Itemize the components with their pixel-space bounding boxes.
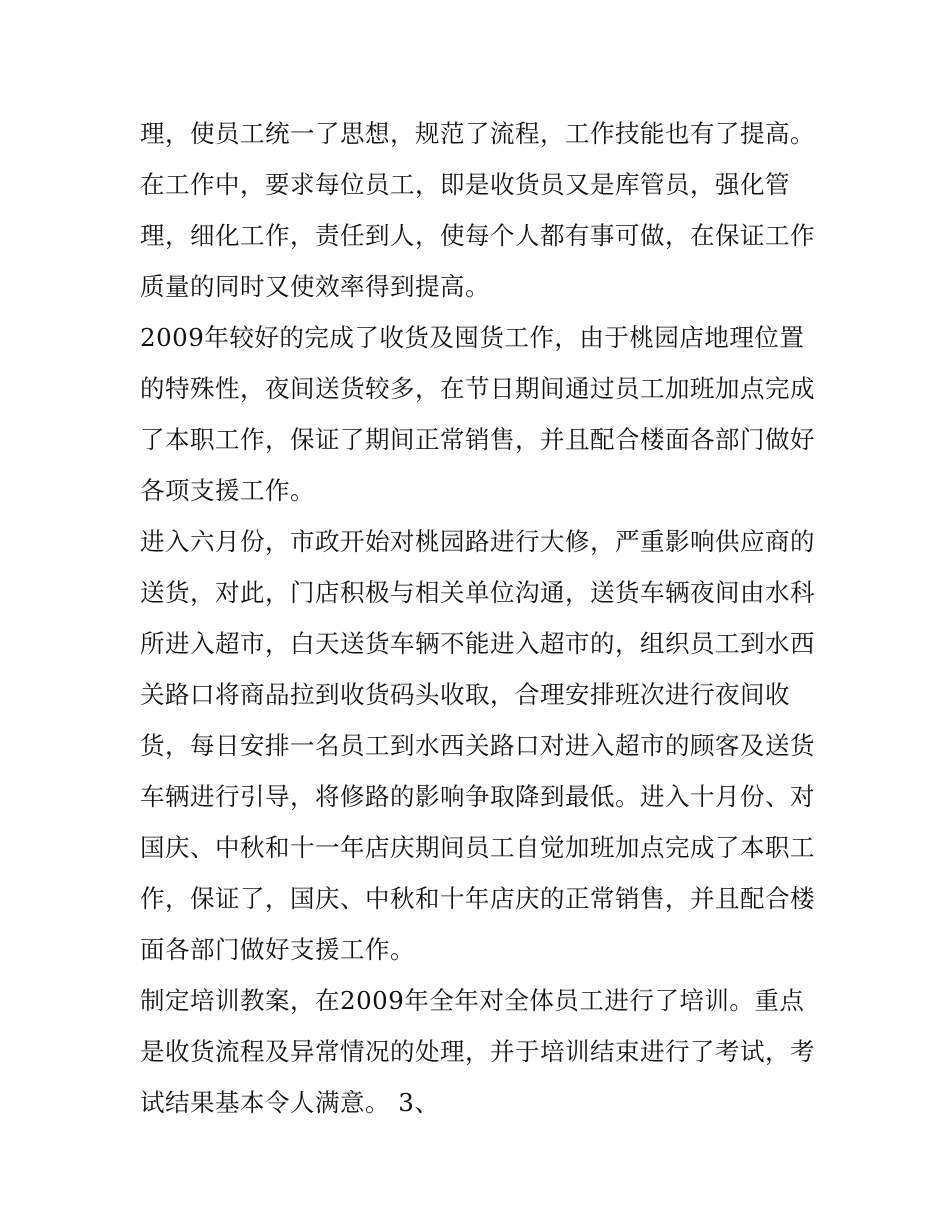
body-text xyxy=(140,108,815,1128)
text-line: 关路口将商品拉到收货码头收取，合理安排班次进行夜间收 xyxy=(140,680,790,709)
text-line: 各项支援工作。 xyxy=(140,476,315,505)
text-line: 所进入超市，白天送货车辆不能进入超市的，组织员工到水西 xyxy=(140,629,815,658)
text-line: 制定培训教案，在2009年全年对全体员工进行了培训。重点 xyxy=(140,986,805,1015)
text-line: 是收货流程及异常情况的处理，并于培训结束进行了考试，考 xyxy=(140,1037,815,1066)
text-line: 理，使员工统一了思想，规范了流程，工作技能也有了提高。 xyxy=(140,119,815,148)
text-line: 试结果基本令人满意。 3、 xyxy=(140,1088,440,1117)
text-line: 2009年较好的完成了收货及囤货工作，由于桃园店地理位置 xyxy=(140,323,805,352)
text-line: 进入六月份，市政开始对桃园路进行大修，严重影响供应商的 xyxy=(140,527,815,556)
text-line: 货，每日安排一名员工到水西关路口对进入超市的顾客及送货 xyxy=(140,731,815,760)
text-line: 了本职工作，保证了期间正常销售，并且配合楼面各部门做好 xyxy=(140,425,815,454)
text-line: 面各部门做好支援工作。 xyxy=(140,935,415,964)
text-line: 在工作中，要求每位员工，即是收货员又是库管员，强化管 xyxy=(140,170,790,199)
text-line: 质量的同时又使效率得到提高。 xyxy=(140,272,490,301)
text-line: 作，保证了，国庆、中秋和十年店庆的正常销售，并且配合楼 xyxy=(140,884,815,913)
text-line: 送货，对此，门店积极与相关单位沟通，送货车辆夜间由水科 xyxy=(140,578,815,607)
text-line: 理，细化工作，责任到人，使每个人都有事可做，在保证工作 xyxy=(140,221,815,250)
text-line: 国庆、中秋和十一年店庆期间员工自觉加班加点完成了本职工 xyxy=(140,833,815,862)
text-line: 车辆进行引导，将修路的影响争取降到最低。进入十月份、对 xyxy=(140,782,815,811)
text-line: 的特殊性，夜间送货较多，在节日期间通过员工加班加点完成 xyxy=(140,374,815,403)
